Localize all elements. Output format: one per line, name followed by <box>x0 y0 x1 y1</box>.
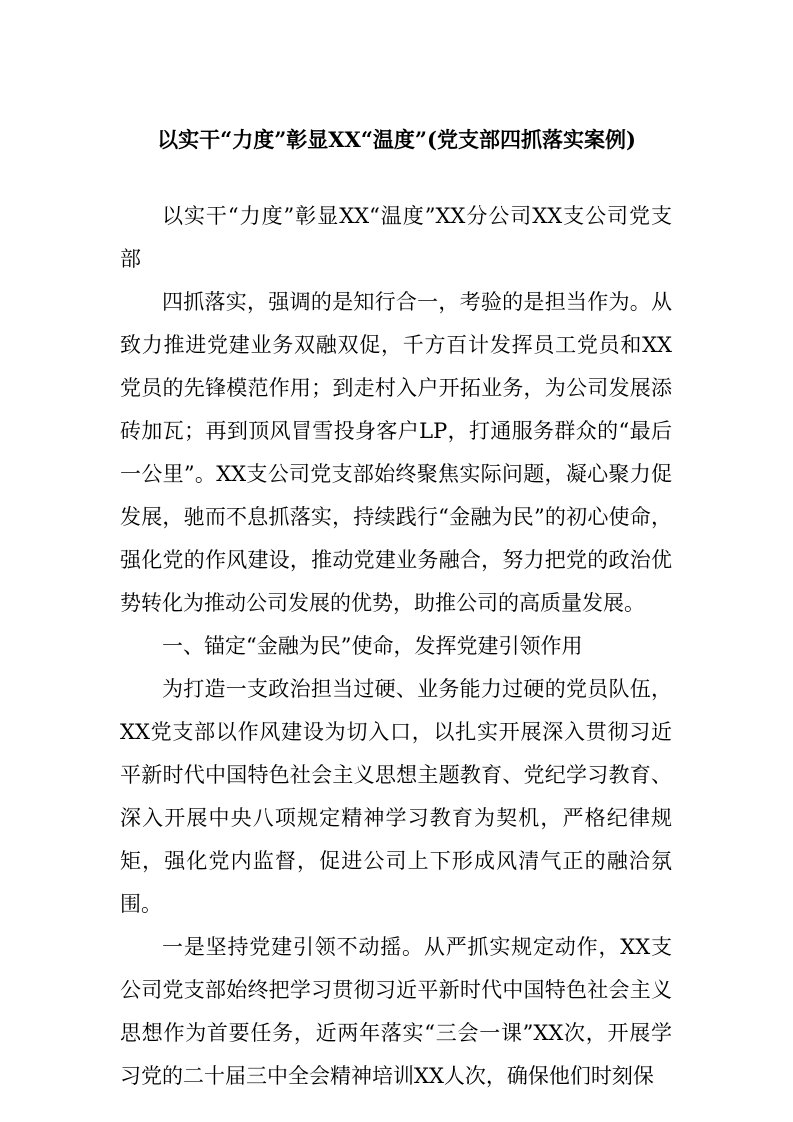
section-heading: 一、锚定“金融为民”使命，发挥党建引领作用 <box>162 634 583 658</box>
document-body <box>120 195 672 1098</box>
subtitle-paragraph: 以实干“力度”彰显XX“温度”XX分公司XX支公司党支部 <box>120 204 672 271</box>
document-title: 以实干“力度”彰显XX“温度”(党支部四抓落实案例) <box>157 127 636 152</box>
body-paragraph: 为打造一支政治担当过硬、业务能力过硬的党员队伍，XX党支部以作风建设为切入口，以扎实开展深入贯彻习近平新时代中国特色社会主义思想主题教育、党纪学习教育、深入开展中央八项规定精神学习教育为契机，严格纪律规矩，强化党内监督，促进公司上下形成风清气正的融洽氛围。 <box>120 677 672 916</box>
intro-paragraph: 四抓落实，强调的是知行合一，考验的是担当作为。从致力推进党建业务双融双促，千方百计发挥员工党员和XX党员的先锋模范作用；到走村入户开拓业务，为公司发展添砖加瓦；再到顶风冒雪投身客户LP，打通服务群众的“最后一公里”。XX支公司党支部始终聚焦实际问题，凝心聚力促发展，驰而不息抓落实，持续践行“金融为民”的初心使命，强化党的作风建设，推动党建业务融合，努力把党的政治优势转化为推动公司发展的优势，助推公司的高质量发展。 <box>120 290 672 615</box>
body-paragraph: 一是坚持党建引领不动摇。从严抓实规定动作，XX支公司党支部始终把学习贯彻习近平新时代中国特色社会主义思想作为首要任务，近两年落实“三会一课”XX次，开展学习党的二十届三中全会精神培训XX人次，确保他们时刻保 <box>120 935 672 1088</box>
